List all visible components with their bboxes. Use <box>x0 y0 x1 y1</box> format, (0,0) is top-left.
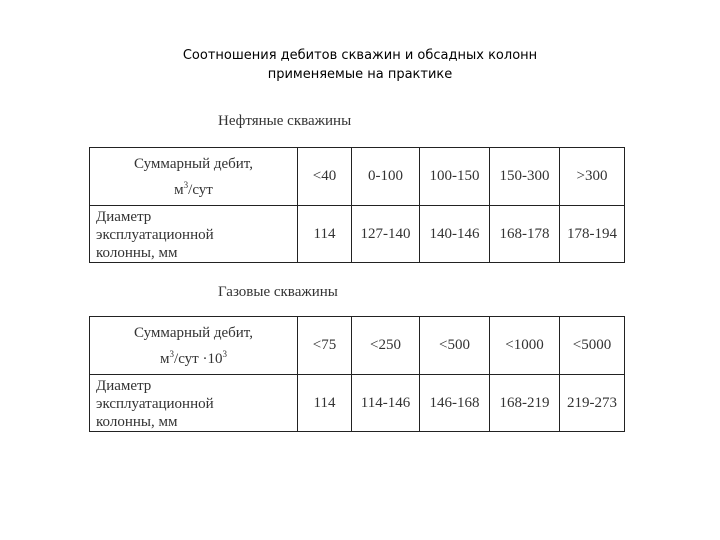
table-row <box>90 148 625 206</box>
diameter-label-line-2: эксплуатационной <box>96 227 214 243</box>
rate-header-line-1: Суммарный дебит, <box>134 324 253 341</box>
rate-cell: >300 <box>560 148 625 206</box>
diameter-cell: 178-194 <box>560 206 625 263</box>
diameter-label-line-2: эксплуатационной <box>96 396 214 412</box>
table-row <box>90 375 625 432</box>
rate-cell: 150-300 <box>490 148 560 206</box>
table-row <box>90 206 625 263</box>
diameter-cell: 146-168 <box>420 375 490 432</box>
diameter-cell: 140-146 <box>420 206 490 263</box>
rate-header-unit: $м^3$/сут $\cdot 10^3$ <box>160 348 227 367</box>
diameter-cell: 114 <box>298 206 352 263</box>
rate-cell: 100-150 <box>420 148 490 206</box>
table-row <box>90 317 625 375</box>
diameter-cell: 168-219 <box>490 375 560 432</box>
diameter-cell: 114 <box>298 375 352 432</box>
diameter-label-line-3: колонны, мм <box>96 414 178 430</box>
rate-cell: <250 <box>352 317 420 375</box>
diameter-cell: 168-178 <box>490 206 560 263</box>
rate-cell: 0-100 <box>352 148 420 206</box>
diameter-label-line-3: колонны, мм <box>96 245 178 261</box>
page-title <box>0 46 720 84</box>
rate-cell: <1000 <box>490 317 560 375</box>
rate-header-cell <box>90 148 298 206</box>
rate-cell: <40 <box>298 148 352 206</box>
rate-cell: <5000 <box>560 317 625 375</box>
title-line-2: применяемые на практике <box>267 67 453 82</box>
gas-wells-table <box>89 316 625 432</box>
diameter-label-cell <box>90 206 298 263</box>
rate-header-line-1: Суммарный дебит, <box>134 155 253 172</box>
diameter-cell: 219-273 <box>560 375 625 432</box>
oil-wells-caption: Нефтяные скважины <box>218 113 352 129</box>
oil-wells-table <box>89 147 625 263</box>
diameter-cell: 114-146 <box>352 375 420 432</box>
gas-wells-caption: Газовые скважины <box>218 284 338 300</box>
rate-header-unit: $м^3$/сут <box>174 179 213 198</box>
diameter-label-line-1: Диаметр <box>96 378 152 394</box>
rate-cell: <500 <box>420 317 490 375</box>
rate-cell: <75 <box>298 317 352 375</box>
diameter-label-cell <box>90 375 298 432</box>
title-line-1: Соотношения дебитов скважин и обсадных колонн <box>182 48 538 63</box>
diameter-label-line-1: Диаметр <box>96 209 152 225</box>
diameter-cell: 127-140 <box>352 206 420 263</box>
rate-header-cell <box>90 317 298 375</box>
